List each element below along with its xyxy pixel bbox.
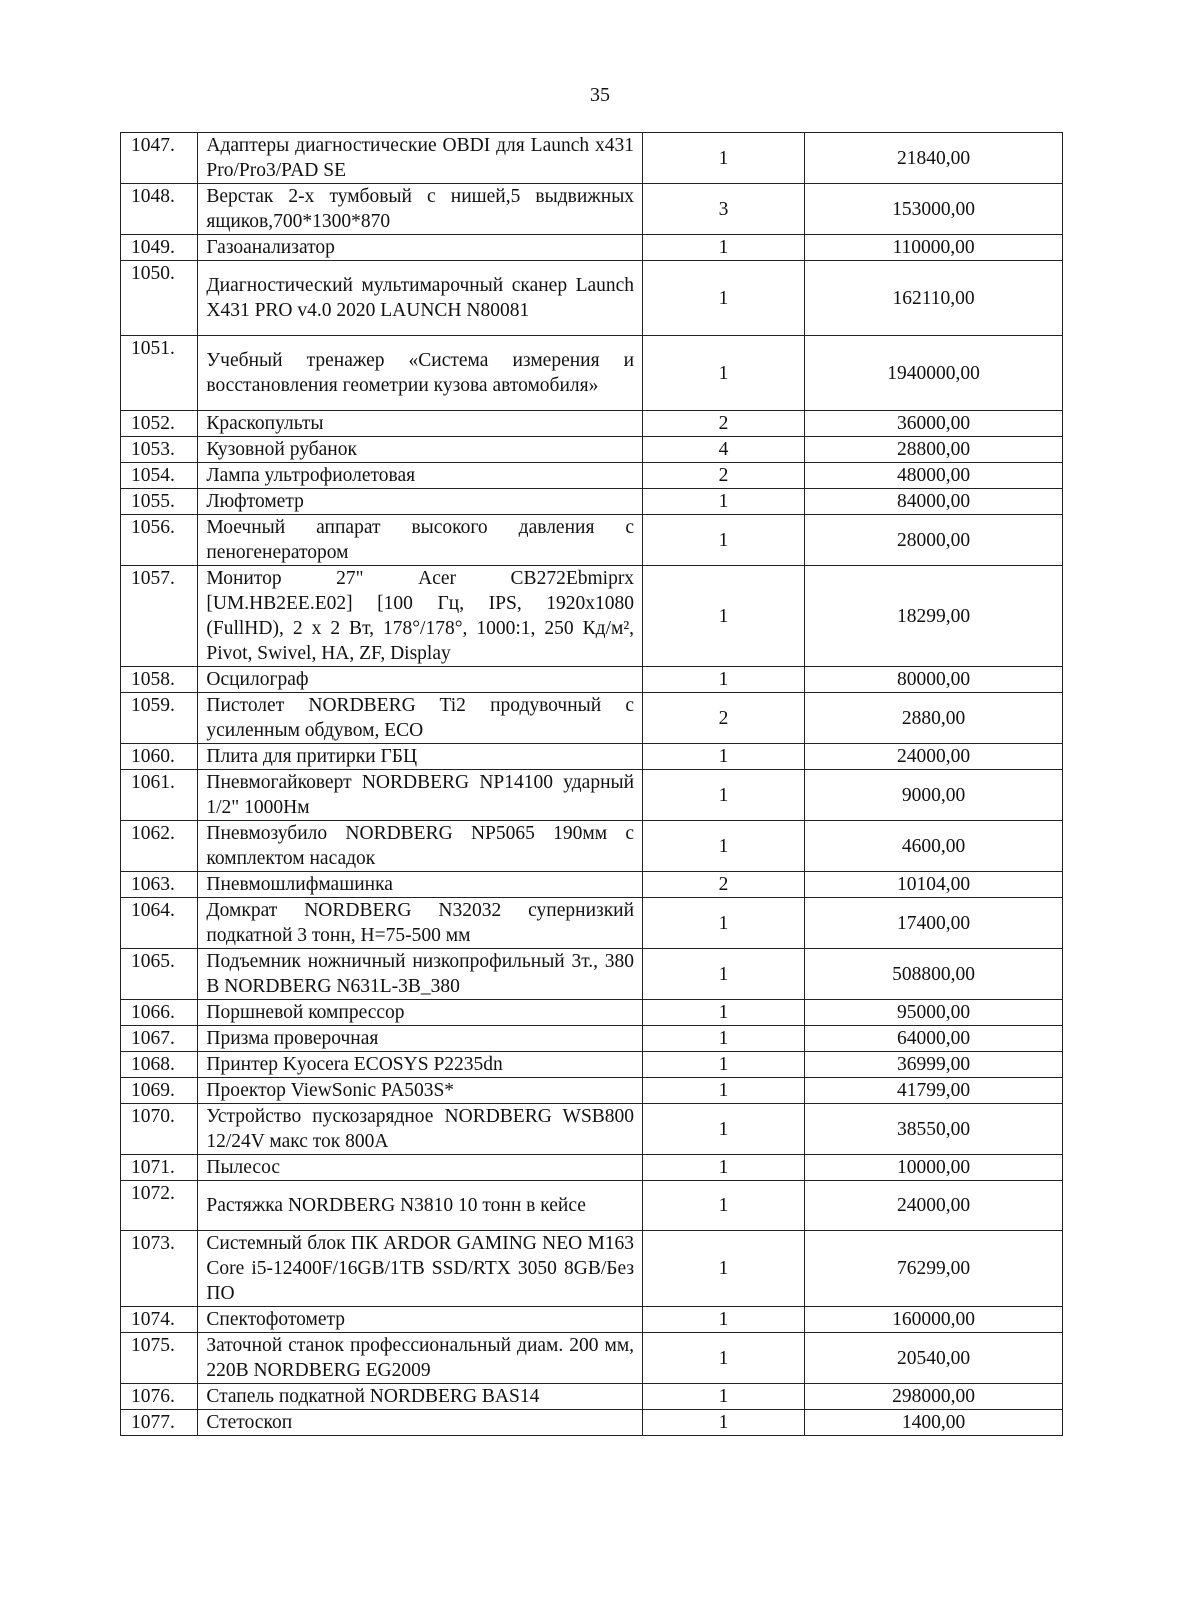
item-quantity: 1 — [643, 821, 805, 872]
item-price: 24000,00 — [805, 744, 1063, 770]
item-quantity: 1 — [643, 898, 805, 949]
item-name: Адаптеры диагностические OBDI для Launch x431 Pro/Pro3/PAD SE — [198, 133, 643, 184]
item-price: 24000,00 — [805, 1181, 1063, 1231]
item-quantity: 1 — [643, 1000, 805, 1026]
item-quantity: 1 — [643, 1078, 805, 1104]
item-name: Пневмогайковерт NORDBERG NP14100 ударный 1/2" 1000Нм — [198, 770, 643, 821]
item-price: 36999,00 — [805, 1052, 1063, 1078]
row-number: 1070. — [121, 1104, 198, 1155]
item-price: 38550,00 — [805, 1104, 1063, 1155]
item-quantity: 1 — [643, 235, 805, 261]
item-price: 4600,00 — [805, 821, 1063, 872]
item-name: Учебный тренажер «Система измерения и восстановления геометрии кузова автомобиля» — [198, 336, 643, 411]
item-name: Пневмошлифмашинка — [198, 872, 643, 898]
item-price: 95000,00 — [805, 1000, 1063, 1026]
item-name: Пылесос — [198, 1155, 643, 1181]
item-quantity: 2 — [643, 411, 805, 437]
item-price: 508800,00 — [805, 949, 1063, 1000]
item-name: Поршневой компрессор — [198, 1000, 643, 1026]
item-name: Стетоскоп — [198, 1410, 643, 1436]
item-quantity: 1 — [643, 667, 805, 693]
item-name: Пистолет NORDBERG Ti2 продувочный с усиленным обдувом, ECO — [198, 693, 643, 744]
row-number: 1059. — [121, 693, 198, 744]
row-number: 1067. — [121, 1026, 198, 1052]
table-row — [121, 1052, 1063, 1078]
item-quantity: 1 — [643, 1155, 805, 1181]
item-quantity: 1 — [643, 261, 805, 336]
item-price: 41799,00 — [805, 1078, 1063, 1104]
item-name: Устройство пускозарядное NORDBERG WSB800 12/24V макс ток 800A — [198, 1104, 643, 1155]
table-row — [121, 949, 1063, 1000]
item-name: Заточной станок профессиональный диам. 200 мм, 220В NORDBERG EG2009 — [198, 1333, 643, 1384]
item-quantity: 1 — [643, 515, 805, 566]
item-name: Люфтометр — [198, 489, 643, 515]
row-number: 1062. — [121, 821, 198, 872]
table-row — [121, 667, 1063, 693]
item-quantity: 2 — [643, 693, 805, 744]
row-number: 1065. — [121, 949, 198, 1000]
row-number: 1048. — [121, 184, 198, 235]
row-number: 1069. — [121, 1078, 198, 1104]
row-number: 1068. — [121, 1052, 198, 1078]
item-price: 162110,00 — [805, 261, 1063, 336]
item-quantity: 1 — [643, 566, 805, 667]
item-quantity: 1 — [643, 1231, 805, 1307]
row-number: 1075. — [121, 1333, 198, 1384]
table-row — [121, 463, 1063, 489]
table-row — [121, 872, 1063, 898]
item-quantity: 1 — [643, 1333, 805, 1384]
item-quantity: 1 — [643, 133, 805, 184]
row-number: 1064. — [121, 898, 198, 949]
table-row — [121, 1000, 1063, 1026]
table-row — [121, 770, 1063, 821]
item-name: Растяжка NORDBERG N3810 10 тонн в кейсе — [198, 1181, 643, 1231]
table-row — [121, 1181, 1063, 1231]
item-quantity: 2 — [643, 463, 805, 489]
item-price: 28800,00 — [805, 437, 1063, 463]
table-row — [121, 566, 1063, 667]
table-row — [121, 1104, 1063, 1155]
table-row — [121, 1333, 1063, 1384]
item-price: 64000,00 — [805, 1026, 1063, 1052]
table-row — [121, 821, 1063, 872]
item-quantity: 2 — [643, 872, 805, 898]
row-number: 1073. — [121, 1231, 198, 1307]
item-price: 10000,00 — [805, 1155, 1063, 1181]
item-price: 160000,00 — [805, 1307, 1063, 1333]
row-number: 1051. — [121, 336, 198, 411]
page-number: 35 — [590, 84, 610, 106]
item-price: 18299,00 — [805, 566, 1063, 667]
row-number: 1057. — [121, 566, 198, 667]
item-price: 298000,00 — [805, 1384, 1063, 1410]
item-price: 76299,00 — [805, 1231, 1063, 1307]
table-row — [121, 336, 1063, 411]
item-name: Проектор ViewSonic PA503S* — [198, 1078, 643, 1104]
table-row — [121, 184, 1063, 235]
item-price: 84000,00 — [805, 489, 1063, 515]
item-quantity: 1 — [643, 744, 805, 770]
item-price: 1940000,00 — [805, 336, 1063, 411]
item-name: Подъемник ножничный низкопрофильный 3т., 380 В NORDBERG N631L-3B_380 — [198, 949, 643, 1000]
table-row — [121, 898, 1063, 949]
row-number: 1066. — [121, 1000, 198, 1026]
item-name: Краскопульты — [198, 411, 643, 437]
row-number: 1063. — [121, 872, 198, 898]
row-number: 1076. — [121, 1384, 198, 1410]
row-number: 1077. — [121, 1410, 198, 1436]
item-name: Стапель подкатной NORDBERG BAS14 — [198, 1384, 643, 1410]
item-price: 153000,00 — [805, 184, 1063, 235]
item-price: 80000,00 — [805, 667, 1063, 693]
table-row — [121, 1026, 1063, 1052]
table-row — [121, 261, 1063, 336]
item-quantity: 1 — [643, 1384, 805, 1410]
row-number: 1071. — [121, 1155, 198, 1181]
item-name: Лампа ультрофиолетовая — [198, 463, 643, 489]
row-number: 1054. — [121, 463, 198, 489]
item-name: Призма проверочная — [198, 1026, 643, 1052]
item-name: Системный блок ПК ARDOR GAMING NEO M163 Core i5-12400F/16GB/1TB SSD/RTX 3050 8GB/Без ПО — [198, 1231, 643, 1307]
table-row — [121, 693, 1063, 744]
row-number: 1072. — [121, 1181, 198, 1231]
row-number: 1050. — [121, 261, 198, 336]
item-quantity: 4 — [643, 437, 805, 463]
item-price: 28000,00 — [805, 515, 1063, 566]
item-price: 110000,00 — [805, 235, 1063, 261]
table-row — [121, 744, 1063, 770]
row-number: 1061. — [121, 770, 198, 821]
table-row — [121, 133, 1063, 184]
inventory-table-body — [121, 133, 1063, 1436]
table-row — [121, 235, 1063, 261]
item-price: 10104,00 — [805, 872, 1063, 898]
row-number: 1058. — [121, 667, 198, 693]
item-name: Моечный аппарат высокого давления с пеногенератором — [198, 515, 643, 566]
item-name: Верстак 2-х тумбовый с нишей,5 выдвижных ящиков,700*1300*870 — [198, 184, 643, 235]
item-price: 20540,00 — [805, 1333, 1063, 1384]
item-quantity: 1 — [643, 1307, 805, 1333]
item-price: 2880,00 — [805, 693, 1063, 744]
item-name: Домкрат NORDBERG N32032 супернизкий подкатной 3 тонн, H=75-500 мм — [198, 898, 643, 949]
item-quantity: 1 — [643, 1104, 805, 1155]
item-price: 36000,00 — [805, 411, 1063, 437]
item-name: Кузовной рубанок — [198, 437, 643, 463]
item-quantity: 1 — [643, 1052, 805, 1078]
item-name: Газоанализатор — [198, 235, 643, 261]
inventory-table — [120, 132, 1063, 1436]
item-name: Осцилограф — [198, 667, 643, 693]
table-row — [121, 1410, 1063, 1436]
table-row — [121, 1231, 1063, 1307]
item-quantity: 1 — [643, 1026, 805, 1052]
row-number: 1056. — [121, 515, 198, 566]
item-name: Монитор 27" Acer CB272Ebmiprx [UM.HB2EE.E02] [100 Гц, IPS, 1920x1080 (FullHD), 2 x 2 Вт, 178°/178°, 1000:1, 250 Кд/м², Pivot, Swivel, HA, ZF, Display — [198, 566, 643, 667]
row-number: 1074. — [121, 1307, 198, 1333]
table-row — [121, 515, 1063, 566]
row-number: 1055. — [121, 489, 198, 515]
item-quantity: 1 — [643, 949, 805, 1000]
item-name: Плита для притирки ГБЦ — [198, 744, 643, 770]
table-row — [121, 411, 1063, 437]
row-number: 1052. — [121, 411, 198, 437]
row-number: 1053. — [121, 437, 198, 463]
item-quantity: 3 — [643, 184, 805, 235]
item-quantity: 1 — [643, 336, 805, 411]
table-row — [121, 1155, 1063, 1181]
item-price: 17400,00 — [805, 898, 1063, 949]
item-quantity: 1 — [643, 1410, 805, 1436]
row-number: 1047. — [121, 133, 198, 184]
item-price: 9000,00 — [805, 770, 1063, 821]
item-quantity: 1 — [643, 489, 805, 515]
item-name: Пневмозубило NORDBERG NP5065 190мм с комплектом насадок — [198, 821, 643, 872]
row-number: 1060. — [121, 744, 198, 770]
item-name: Принтер Kyocera ECOSYS P2235dn — [198, 1052, 643, 1078]
table-row — [121, 1307, 1063, 1333]
item-price: 1400,00 — [805, 1410, 1063, 1436]
table-row — [121, 489, 1063, 515]
item-quantity: 1 — [643, 1181, 805, 1231]
item-price: 21840,00 — [805, 133, 1063, 184]
table-row — [121, 437, 1063, 463]
item-name: Диагностический мультимарочный сканер Launch X431 PRO v4.0 2020 LAUNCH N80081 — [198, 261, 643, 336]
row-number: 1049. — [121, 235, 198, 261]
table-row — [121, 1078, 1063, 1104]
item-price: 48000,00 — [805, 463, 1063, 489]
table-row — [121, 1384, 1063, 1410]
item-name: Спектофотометр — [198, 1307, 643, 1333]
item-quantity: 1 — [643, 770, 805, 821]
